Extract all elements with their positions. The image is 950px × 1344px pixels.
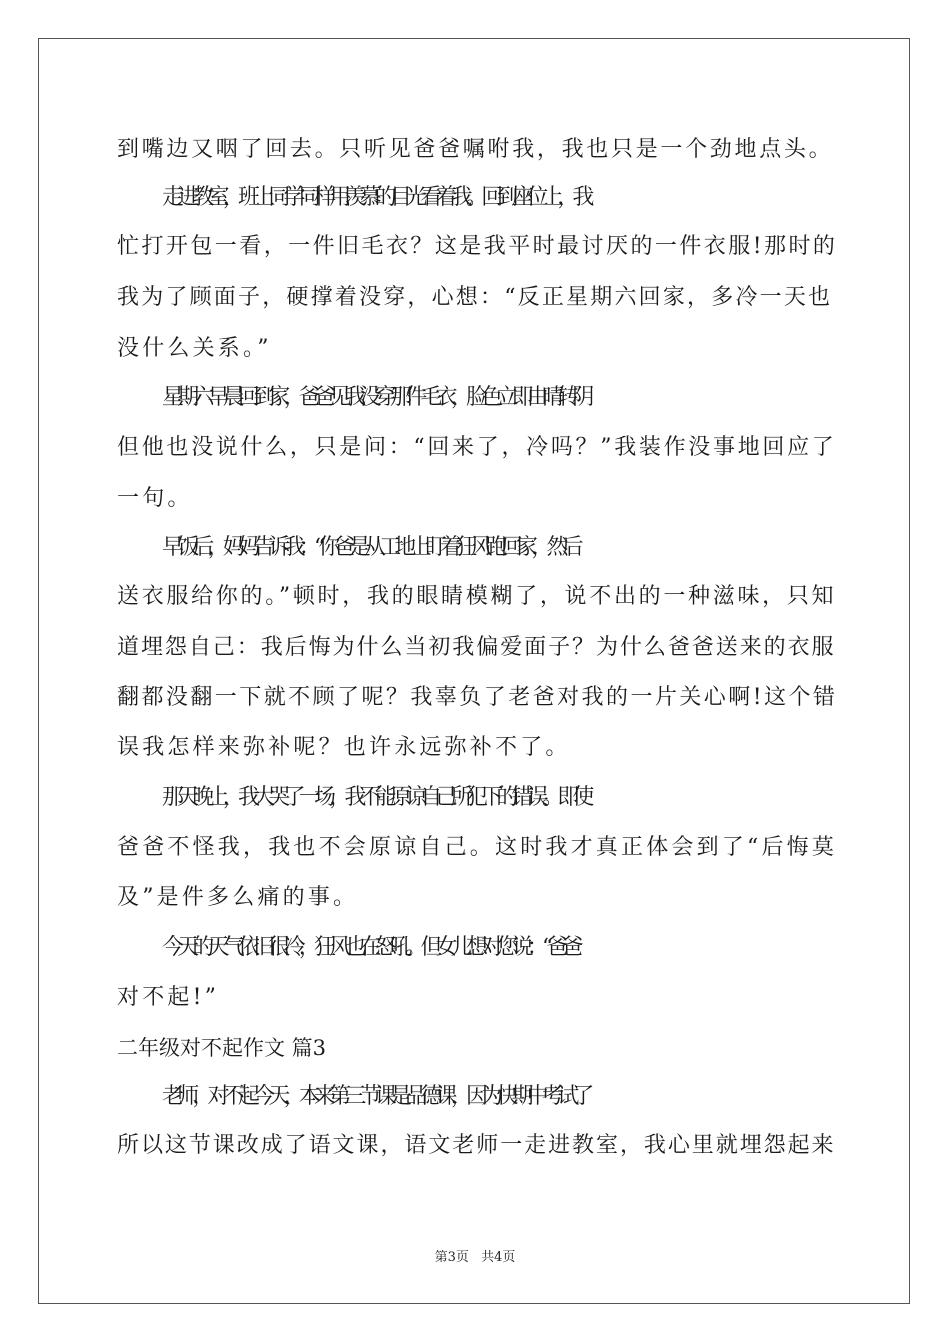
paragraph-start: 早饭后，妈妈告诉我：“你爸是从工地上盯着狂风跑回家，然后 <box>162 535 577 560</box>
text-line: 对不起!” <box>117 985 220 1010</box>
section-heading: 二年级对不起作文 篇3 <box>117 1036 327 1060</box>
text-line: 及”是件多么痛的事。 <box>117 885 359 910</box>
text-line: 道埋怨自己：我后悔为什么当初我偏爱面子？为什么爸爸送来的衣服 <box>117 635 836 660</box>
text-line: 没什么关系。” <box>117 336 272 361</box>
text-line: 翻都没翻一下就不顾了呢？我辜负了老爸对我的一片关心啊!这个错 <box>117 685 838 710</box>
paragraph-start: 那天晚上，我大哭了一场，我不能原谅自己所犯下的错误。即使 <box>162 785 588 810</box>
page-border <box>38 38 910 1304</box>
page-footer <box>0 1246 950 1265</box>
text-line: 到嘴边又咽了回去。只听见爸爸嘱咐我，我也只是一个劲地点头。 <box>117 137 834 162</box>
page-total: 共4页 <box>481 1250 516 1265</box>
text-line: 误我怎样来弥补呢？也许永远弥补不了。 <box>117 735 571 760</box>
text-line: 爸爸不怪我，我也不会原谅自己。这时我才真正体会到了“后悔莫 <box>117 835 838 860</box>
paragraph-start: 老师，对不起今天，本来第三节课是品德课，因为快期中考试了 <box>162 1084 588 1109</box>
text-line: 一句。 <box>117 486 193 511</box>
text-line: 所以这节课改成了语文课，语文老师一走进教室，我心里就埋怨起来 <box>117 1133 836 1158</box>
text-line: 送衣服给你的。”顿时，我的眼睛模糊了，说不出的一种滋味，只知 <box>117 584 837 609</box>
text-line: 我为了顾面子，硬撑着没穿，心想：“反正星期六回家，多冷一天也 <box>117 285 833 310</box>
paragraph-start: 今天的天气依旧很冷，狂风也在怒吼。但女儿想对您说：“爸爸 <box>162 935 577 960</box>
text-line: 但他也没说什么，只是问：“回来了，冷吗？”我装作没事地回应了 <box>117 435 837 460</box>
text-line: 忙打开包一看，一件旧毛衣？这是我平时最讨厌的一件衣服!那时的 <box>117 234 838 259</box>
paragraph-start: 星期六早晨回到家，爸爸见我没穿那件毛衣，脸色立即由晴转阴 <box>162 385 588 410</box>
paragraph-start: 走进教室，班上同学同样用羡慕的目光看着我。回到座位上，我 <box>162 185 588 210</box>
page-number: 第3页 <box>434 1250 469 1265</box>
